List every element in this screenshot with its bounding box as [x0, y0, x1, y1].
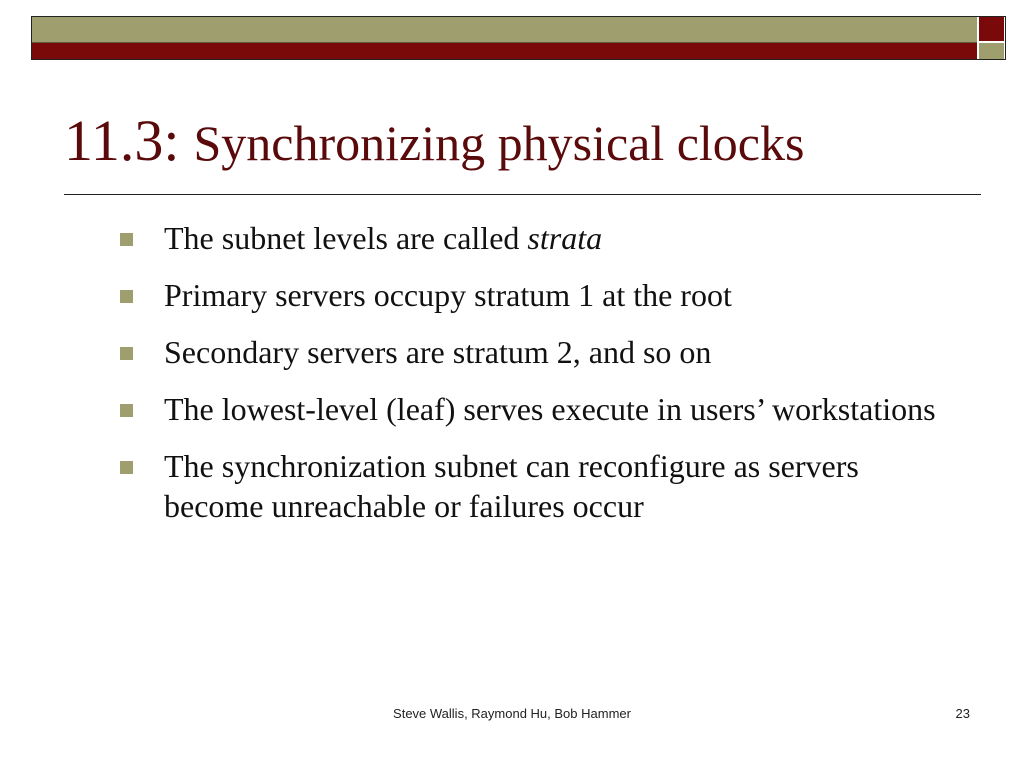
square-bullet-icon: [120, 347, 133, 360]
square-bullet-icon: [120, 461, 133, 474]
bullet-item: [118, 218, 938, 258]
bullet-item: [118, 332, 938, 372]
title-divider: [64, 194, 981, 195]
slide-title-number: 11.3:: [64, 108, 180, 173]
corner-square-red: [979, 17, 1004, 41]
bullet-item: [118, 446, 938, 526]
bullet-text: Primary servers occupy stratum 1 at the root: [164, 277, 732, 313]
bullet-emphasis: strata: [527, 220, 603, 256]
square-bullet-icon: [120, 290, 133, 303]
slide-title-text: Synchronizing physical clocks: [193, 115, 805, 171]
bullet-item: [118, 275, 938, 315]
bullet-item: [118, 389, 938, 429]
square-bullet-icon: [120, 404, 133, 417]
corner-square-olive: [979, 43, 1004, 59]
bullet-text: The synchronization subnet can reconfigure as servers become unreachable or failures occur: [164, 448, 859, 524]
bullet-text: Secondary servers are stratum 2, and so on: [164, 334, 712, 370]
footer-page-number: 23: [955, 706, 970, 721]
square-bullet-icon: [120, 233, 133, 246]
bullet-list: [118, 218, 938, 543]
bullet-text: The subnet levels are called: [164, 220, 528, 256]
footer-author: Steve Wallis, Raymond Hu, Bob Hammer: [393, 706, 631, 721]
slide-title: [64, 108, 805, 173]
header-band-olive: [32, 17, 977, 43]
bullet-text: The lowest-level (leaf) serves execute in users’ workstations: [164, 391, 936, 427]
